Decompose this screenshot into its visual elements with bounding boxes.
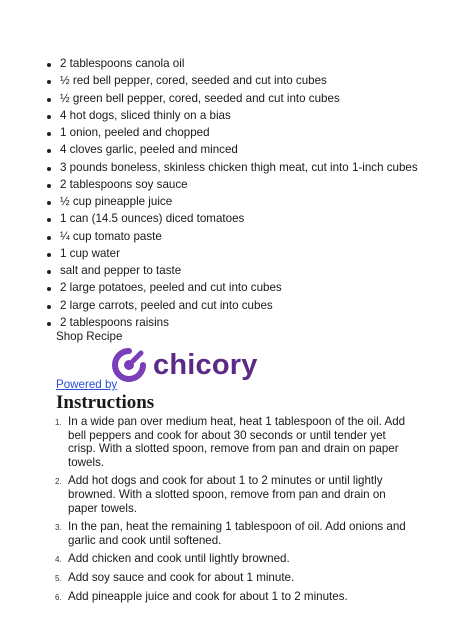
ingredient-item: 2 tablespoons raisins	[44, 314, 418, 331]
ingredient-item: 2 tablespoons soy sauce	[44, 176, 418, 193]
ingredient-item: 2 large potatoes, peeled and cut into cubes	[44, 279, 418, 296]
ingredient-item: ½ green bell pepper, cored, seeded and cut into cubes	[44, 90, 418, 107]
step-text: Add chicken and cook until lightly browned.	[68, 552, 290, 566]
ingredient-item: ½ cup pineapple juice	[44, 193, 418, 210]
ingredient-item: 3 pounds boneless, skinless chicken thigh meat, cut into 1-inch cubes	[44, 159, 418, 176]
instruction-step	[56, 590, 408, 604]
step-number: 2.	[55, 477, 62, 487]
chicory-logo[interactable]	[111, 347, 258, 383]
step-number: 3.	[55, 523, 62, 533]
instruction-step	[56, 552, 408, 566]
instruction-steps	[56, 415, 408, 608]
ingredient-item: ¼ cup tomato paste	[44, 228, 418, 245]
ingredient-item: 1 cup water	[44, 245, 418, 262]
ingredient-item: 4 hot dogs, sliced thinly on a bias	[44, 107, 418, 124]
ingredient-list	[44, 55, 418, 331]
powered-by-link[interactable]: Powered by	[56, 378, 118, 391]
ingredient-item: 1 onion, peeled and chopped	[44, 124, 418, 141]
chicory-logo-text: chicory	[153, 348, 258, 381]
instructions-heading: Instructions	[56, 392, 155, 413]
instruction-step	[56, 415, 408, 469]
ingredient-item: 2 large carrots, peeled and cut into cubes	[44, 297, 418, 314]
ingredient-item: 2 tablespoons canola oil	[44, 55, 418, 72]
ingredient-item: 1 can (14.5 ounces) diced tomatoes	[44, 210, 418, 227]
ingredient-item: ½ red bell pepper, cored, seeded and cut into cubes	[44, 72, 418, 89]
step-text: Add soy sauce and cook for about 1 minute.	[68, 570, 295, 584]
step-number: 1.	[55, 418, 62, 427]
step-number: 5.	[55, 573, 62, 583]
ingredient-item: 4 cloves garlic, peeled and minced	[44, 141, 418, 158]
instruction-step	[56, 571, 408, 585]
shop-recipe-button[interactable]: Shop Recipe	[56, 330, 123, 343]
instruction-step	[56, 520, 408, 547]
step-number: 4.	[55, 555, 62, 565]
step-text: In a wide pan over medium heat, heat 1 tablespoon of the oil. Add bell peppers and cook for about 30 seconds or until tender yet crisp. With a slotted spoon, remove from pan and drain on paper towels.	[68, 415, 406, 469]
ingredient-item: salt and pepper to taste	[44, 262, 418, 279]
instruction-step	[56, 474, 408, 515]
step-text: Add hot dogs and cook for about 1 to 2 minutes or until lightly browned. With a slotted spoon, remove from pan and drain on paper towels.	[68, 474, 386, 515]
step-text: In the pan, heat the remaining 1 tablespoon of oil. Add onions and garlic and cook until softened.	[68, 520, 406, 547]
step-text: Add pineapple juice and cook for about 1 to 2 minutes.	[68, 589, 348, 603]
step-number: 6.	[55, 592, 62, 602]
